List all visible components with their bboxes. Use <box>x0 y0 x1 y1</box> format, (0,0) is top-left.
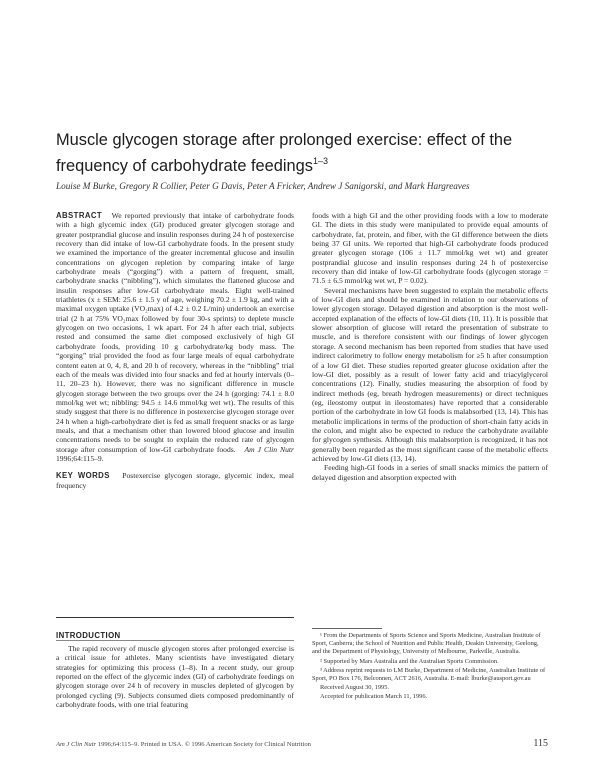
abstract <box>56 211 294 463</box>
introduction-heading: INTRODUCTION <box>56 631 121 640</box>
footnote-3: ³ Address reprint requests to LM Burke, Department of Medicine, Australian Institute of Sport, PO Box 176, Belconnen, ACT 2616, Australia. E-mail: lburke@ausport.gov.au <box>312 666 546 683</box>
footnote-rule <box>312 628 382 629</box>
article-title <box>56 130 556 177</box>
footer-text: 1996;64:115–9. Printed in USA. © 1996 American Society for Clinical Nutrition <box>97 741 311 748</box>
title-footnote-marks: 1–3 <box>312 156 328 166</box>
abstract-label: ABSTRACT <box>56 211 103 220</box>
introduction-bottom-rule <box>56 640 294 641</box>
left-column <box>56 211 294 490</box>
abstract-text: We reported previously that intake of carbohydrate foods with a high glycemic index (GI) produced greater glycogen storage and greater postprandial glucose and insulin responses during 24 h of postexercise recovery than did intake of low-GI carbohydrate foods. In the present study we examined the importance of the greater incremental glucose and insulin concentrations on glycogen repletion by comparing intake of large carbohydrate meals (“gorging”) with a pattern of frequent, small, carbohydrate snacks (“nibbling”), which simulates the flattened glucose and insulin responses after low-GI carbohydrate meals. Eight well-trained triathletes (x ± SEM: 25.6 ± 1.5 y of age, weighing 70.2 ± 1.9 kg, and with a maximal oxygen uptake (VO₂max) of 4.2 ± 0.2 L/min) undertook an exercise trial (2 h at 75% VO₂max followed by four 30-s sprints) to deplete muscle glycogen on two occasions, 1 wk apart. For 24 h after each trial, subjects rested and consumed the same diet composed exclusively of high GI carbohydrate foods, providing 10 g carbohydrate/kg body mass. The “gorging” trial provided the food as four large meals of equal carbohydrate content eaten at 0, 4, 8, and 20 h of recovery, whereas in the “nibbling” trial each of the meals was divided into four snacks and fed at hourly intervals (0–11, 20–23 h). However, there was no significant difference in muscle glycogen storage between the two groups over the 24 h (gorging: 74.1 ± 8.0 mmol/kg wet wt; nibbling: 94.5 ± 14.6 mmol/kg wet wt). The results of this study suggest that there is no difference in postexercise glycogen storage over 24 h when a high-carbohydrate diet is fed as small frequent snacks or as large meals, and that a mechanism other than lowered blood glucose and insulin concentrations needs to be sought to explain the reduced rate of glycogen storage after consumption of low-GI carbohydrate foods. <box>56 211 294 454</box>
page-number: 115 <box>533 738 548 749</box>
footer-journal: Am J Clin Nutr <box>56 741 97 748</box>
article-title-text: Muscle glycogen storage after prolonged exercise: effect of the frequency of carbohydrate feedings <box>56 131 513 175</box>
page-footer <box>56 741 548 748</box>
body-paragraph-2: Several mechanisms have been suggested to explain the metabolic effects of low-GI diets and should be examined in relation to our observations of lower glycogen storage. Delayed digestion and absorption is the most well-accepted explanation of the effects of low-GI diets (10, 11). It is possible that slower absorption of glucose will retard the presentation of substrate to muscle, and is therefore consistent with our findings of lower glycogen storage. A second mechanism has been reported from studies that have used indirect calorimetry to follow energy metabolism for ≥5 h after consumption of a low GI diet. These studies reported greater glucose oxidation after the low-GI diet, possibly as a result of lower fatty acid and triacylglycerol concentrations (12). Finally, studies measuring the absorption of food by indirect methods (eg, breath hydrogen measurements) or direct techniques (eg, ileostomy output in ileostomates) have reported that a considerable portion of the carbohydrate in low GI foods is malabsorbed (13, 14). This has metabolic implications in terms of the production of short-chain fatty acids in the colon, and might also be expected to reduce the carbohydrate available for glycogen synthesis. Although this malabsorption is recognized, it has not generally been regarded as the most significant cause of the metabolic effects achieved by low-GI diets (13, 14). <box>312 285 548 463</box>
abstract-citation-journal: Am J Clin Nutr <box>244 444 294 454</box>
footnote-1: ¹ From the Departments of Sports Science and Sports Medicine, Australian Institute of Sport, Canberra; the School of Nutrition and Public Health, Deakin University, Geelong, and the Department of Physiology, University of Melbourne, Parkville, Australia. <box>312 632 541 656</box>
keywords-label: KEY WORDS <box>56 471 110 481</box>
abstract-citation-rest: 1996;64:115–9. <box>56 453 104 463</box>
body-paragraph-1: foods with a high GI and the other providing foods with a low to moderate GI. The diets in this study were manipulated to provide equal amounts of carbohydrate, fat, protein, and fiber, with the GI difference between the diets being 37 GI units. We reported that high-GI carbohydrate foods produced greater glycogen storage (106 ± 11.7 mmol/kg wet wt) and greater postprandial glucose and insulin responses during 24 h of postexercise recovery than did intake of low-GI carbohydrate foods (glycogen storage = 71.5 ± 6.5 mmol/kg wet wt, P = 0.02). <box>312 211 548 286</box>
accepted-date: Accepted for publication March 11, 1996. <box>320 693 428 701</box>
footnote-2: ² Supported by Mars Australia and the Australian Sports Commission. <box>320 657 499 665</box>
right-column <box>312 211 548 482</box>
footnotes <box>312 632 548 703</box>
author-list: Louise M Burke, Gregory R Collier, Peter G Davis, Peter A Fricker, Andrew J Sanigorski, and Mark Hargreaves <box>56 181 470 191</box>
introduction-text: The rapid recovery of muscle glycogen stores after prolonged exercise is a critical issue for athletes. Many scientists have investigated dietary strategies for optimizing this process (1–8). In a recent study, our group reported on the effect of the glycemic index (GI) of carbohydrate feedings on glycogen storage over 24 h of recovery in muscles depleted of glycogen by prolonged cycling (9). Subjects consumed diets composed predominantly of carbohydrate foods, with one trial featuring <box>56 644 294 710</box>
received-date: Received August 30, 1995. <box>320 684 390 692</box>
body-paragraph-3: Feeding high-GI foods in a series of small snacks mimics the pattern of delayed digestion and absorption expected with <box>312 463 548 482</box>
keywords-text: Postexercise glycogen storage, glycemic index, meal frequency <box>56 471 294 490</box>
introduction-top-rule <box>56 617 294 618</box>
keywords <box>56 471 294 490</box>
